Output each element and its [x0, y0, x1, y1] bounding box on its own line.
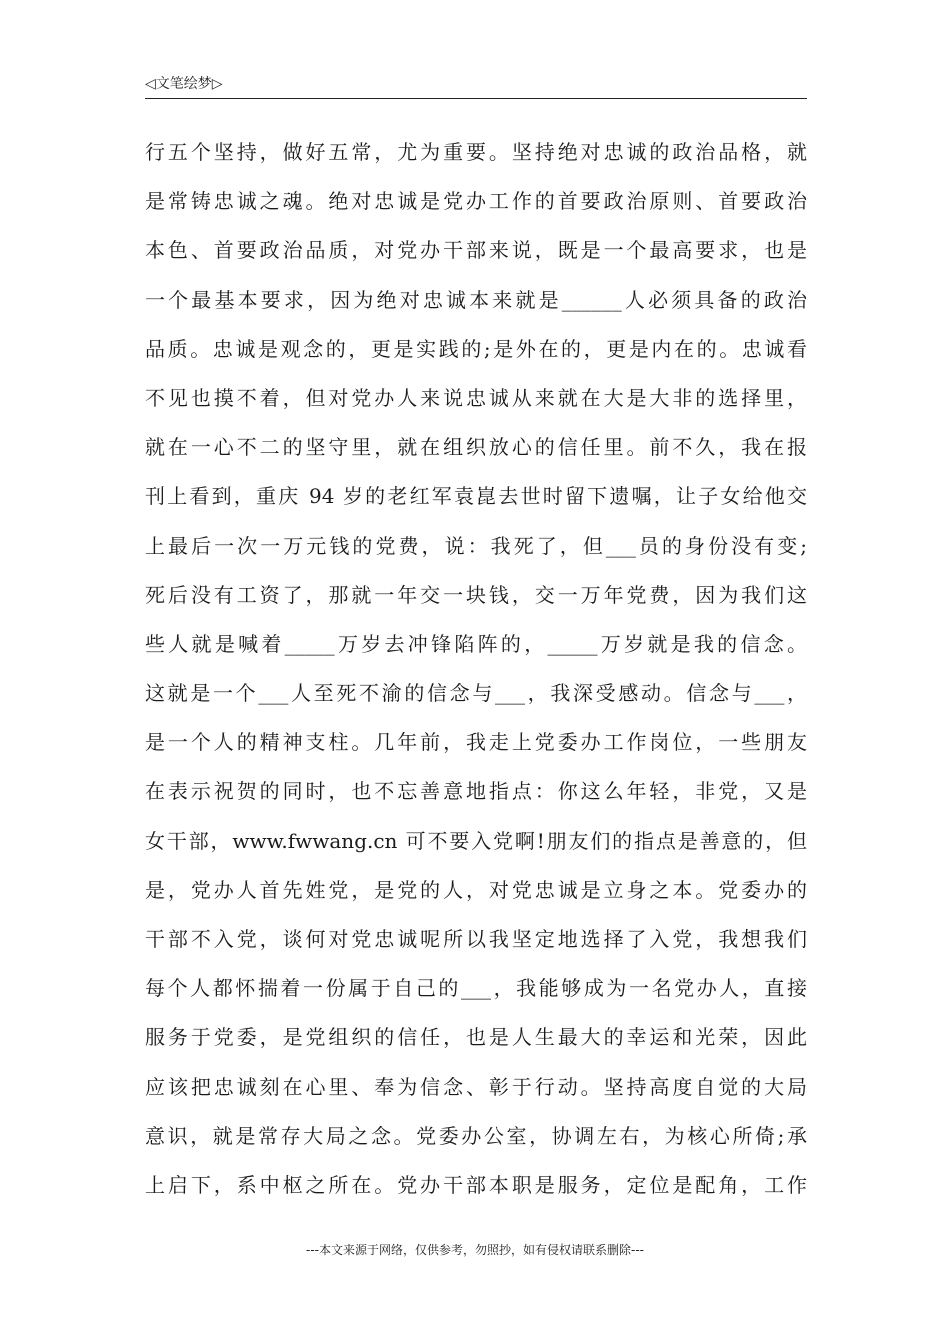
page-header	[145, 74, 807, 99]
text-line: 一个最基本要求，因为绝对忠诚本来就是______人必须具备的政治	[145, 287, 807, 312]
text-line: 刊上看到，重庆 94 岁的老红军袁崑去世时留下遗嘱，让子女给他交	[145, 484, 807, 509]
header-title: ◁文笔绘梦▷	[145, 76, 223, 92]
text-line: 不见也摸不着，但对党办人来说忠诚从来就在大是大非的选择里，	[145, 385, 807, 410]
text-line: 品质。忠诚是观念的，更是实践的;是外在的，更是内在的。忠诚看	[145, 336, 807, 361]
text-line: 意识，就是常存大局之念。党委办公室，协调左右，为核心所倚;承	[145, 1123, 807, 1148]
text-line: 是常铸忠诚之魂。绝对忠诚是党办工作的首要政治原则、首要政治	[145, 189, 807, 214]
text-line: 是一个人的精神支柱。几年前，我走上党委办工作岗位，一些朋友	[145, 730, 807, 755]
text-line: 女干部，www.fwwang.cn 可不要入党啊!朋友们的指点是善意的，但	[145, 828, 807, 853]
text-line: 上启下，系中枢之所在。党办干部本职是服务，定位是配角，工作	[145, 1172, 807, 1197]
text-line: 干部不入党，谈何对党忠诚呢所以我坚定地选择了入党，我想我们	[145, 927, 807, 951]
text-line: 这就是一个___人至死不渝的信念与___，我深受感动。信念与___，	[145, 681, 807, 706]
text-line: 应该把忠诚刻在心里、奉为信念、彰于行动。坚持高度自觉的大局	[145, 1074, 807, 1099]
text-line: 在表示祝贺的同时，也不忘善意地指点：你这么年轻，非党，又是	[145, 779, 807, 804]
page-footer: ---本文来源于网络，仅供参考，勿照抄，如有侵权请联系删除---	[306, 1243, 644, 1257]
text-line: 本色、首要政治品质，对党办干部来说，既是一个最高要求，也是	[145, 238, 807, 263]
text-line: 服务于党委，是党组织的信任，也是人生最大的幸运和光荣，因此	[145, 1025, 807, 1050]
text-line: 死后没有工资了，那就一年交一块钱，交一万年党费，因为我们这	[145, 582, 807, 607]
text-line: 上最后一次一万元钱的党费，说：我死了，但___员的身份没有变;	[145, 533, 807, 558]
text-line: 就在一心不二的坚守里，就在组织放心的信任里。前不久，我在报	[145, 435, 807, 460]
text-line: 是，党办人首先姓党，是党的人，对党忠诚是立身之本。党委办的	[145, 877, 807, 902]
text-line: 每个人都怀揣着一份属于自己的___，我能够成为一名党办人，直接	[145, 976, 807, 1001]
text-line: 些人就是喊着_____万岁去冲锋陷阵的，_____万岁就是我的信念。	[145, 631, 807, 656]
document-body	[145, 128, 807, 1210]
text-line: 行五个坚持，做好五常，尤为重要。坚持绝对忠诚的政治品格，就	[145, 140, 807, 164]
